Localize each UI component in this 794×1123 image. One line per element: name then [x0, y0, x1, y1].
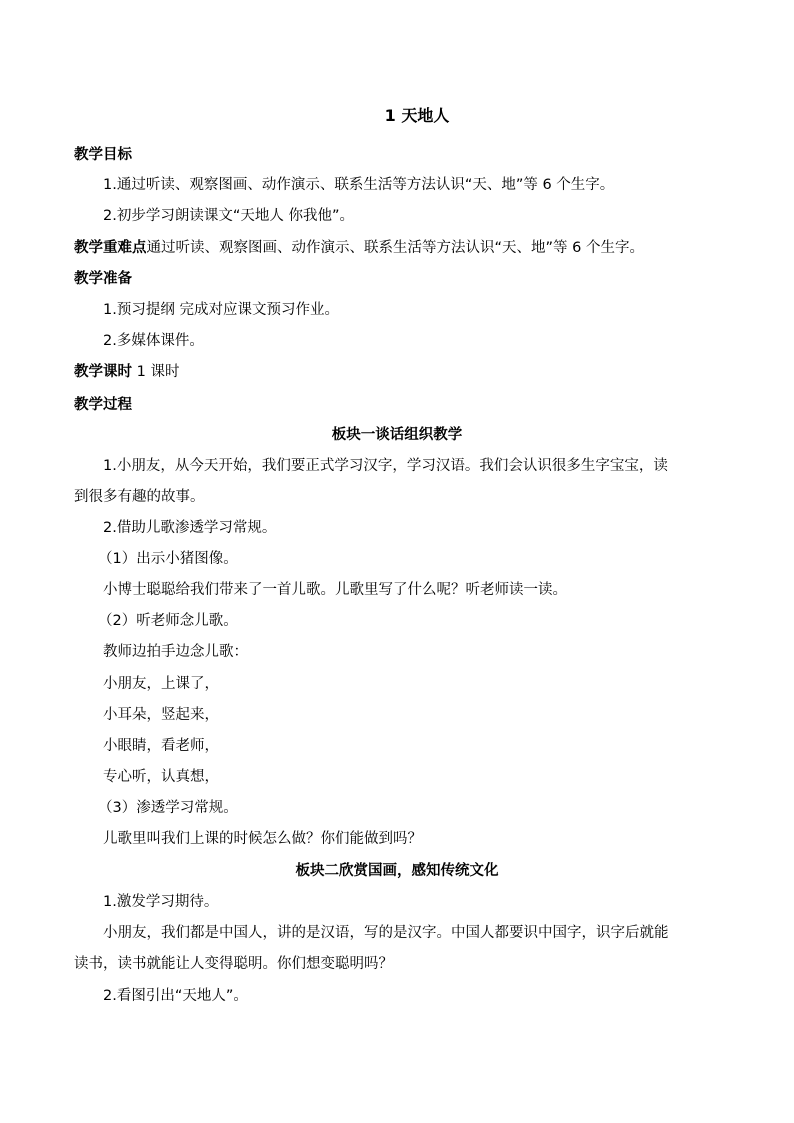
block2-paragraph-1: 1.激发学习期待。 [103, 894, 219, 910]
block1-step-1: （1）出示小猪图像。 [98, 551, 238, 567]
block1-step-3: （3）渗透学习常规。 [98, 800, 238, 816]
block2-paragraph-1-text-line-2: 读书，读书就能让人变得聪明。你们想变聪明吗？ [74, 956, 393, 972]
block1-step-2: （2）听老师念儿歌。 [98, 613, 238, 629]
document-title: 1 天地人 [384, 106, 450, 125]
goal-item-1: 1.通过听读、观察图画、动作演示、联系生活等方法认识“天、地”等 6 个生字。 [103, 177, 615, 193]
process-heading: 教学过程 [74, 397, 132, 413]
block1-paragraph-1-line-1: 1.小朋友，从今天开始，我们要正式学习汉字，学习汉语。我们会认识很多生字宝宝，读 [103, 458, 668, 474]
prep-item-2: 2.多媒体课件。 [103, 333, 204, 349]
block2-paragraph-2: 2.看图引出“天地人”。 [103, 988, 248, 1004]
block2-paragraph-1-text-line-1: 小朋友，我们都是中国人，讲的是汉语，写的是汉字。中国人都要识中国字，识字后就能 [103, 925, 669, 941]
key-points-text: 通过听读、观察图画、动作演示、联系生活等方法认识“天、地”等 6 个生字。 [146, 240, 644, 256]
poem-line-4: 专心听，认真想， [103, 769, 219, 785]
hours-heading: 教学课时 [74, 364, 132, 380]
block1-paragraph-1-line-2: 到很多有趣的故事。 [74, 489, 205, 505]
prep-heading: 教学准备 [74, 271, 132, 287]
goals-heading: 教学目标 [74, 147, 132, 163]
block1-step-3-text: 儿歌里叫我们上课的时候怎么做？你们能做到吗？ [103, 831, 422, 847]
key-points-heading: 教学重难点 [74, 240, 147, 256]
block1-step-2-text: 教师边拍手边念儿歌： [103, 644, 248, 660]
block1-heading: 板块一谈话组织教学 [331, 427, 463, 443]
block1-paragraph-2: 2.借助儿歌渗透学习常规。 [103, 520, 277, 536]
poem-line-1: 小朋友，上课了， [103, 676, 219, 692]
block1-step-1-text: 小博士聪聪给我们带来了一首儿歌。儿歌里写了什么呢？听老师读一读。 [103, 582, 567, 598]
block2-heading: 板块二欣赏国画，感知传统文化 [295, 863, 499, 879]
goal-item-2: 2.初步学习朗读课文“天地人 你我他”。 [103, 208, 354, 224]
prep-item-1: 1.预习提纲 完成对应课文预习作业。 [103, 302, 339, 318]
hours-text: 1 课时 [132, 364, 180, 380]
hours-line [74, 363, 179, 381]
key-points-line [74, 239, 644, 257]
poem-line-2: 小耳朵，竖起来， [103, 707, 219, 723]
poem-line-3: 小眼睛，看老师， [103, 738, 219, 754]
